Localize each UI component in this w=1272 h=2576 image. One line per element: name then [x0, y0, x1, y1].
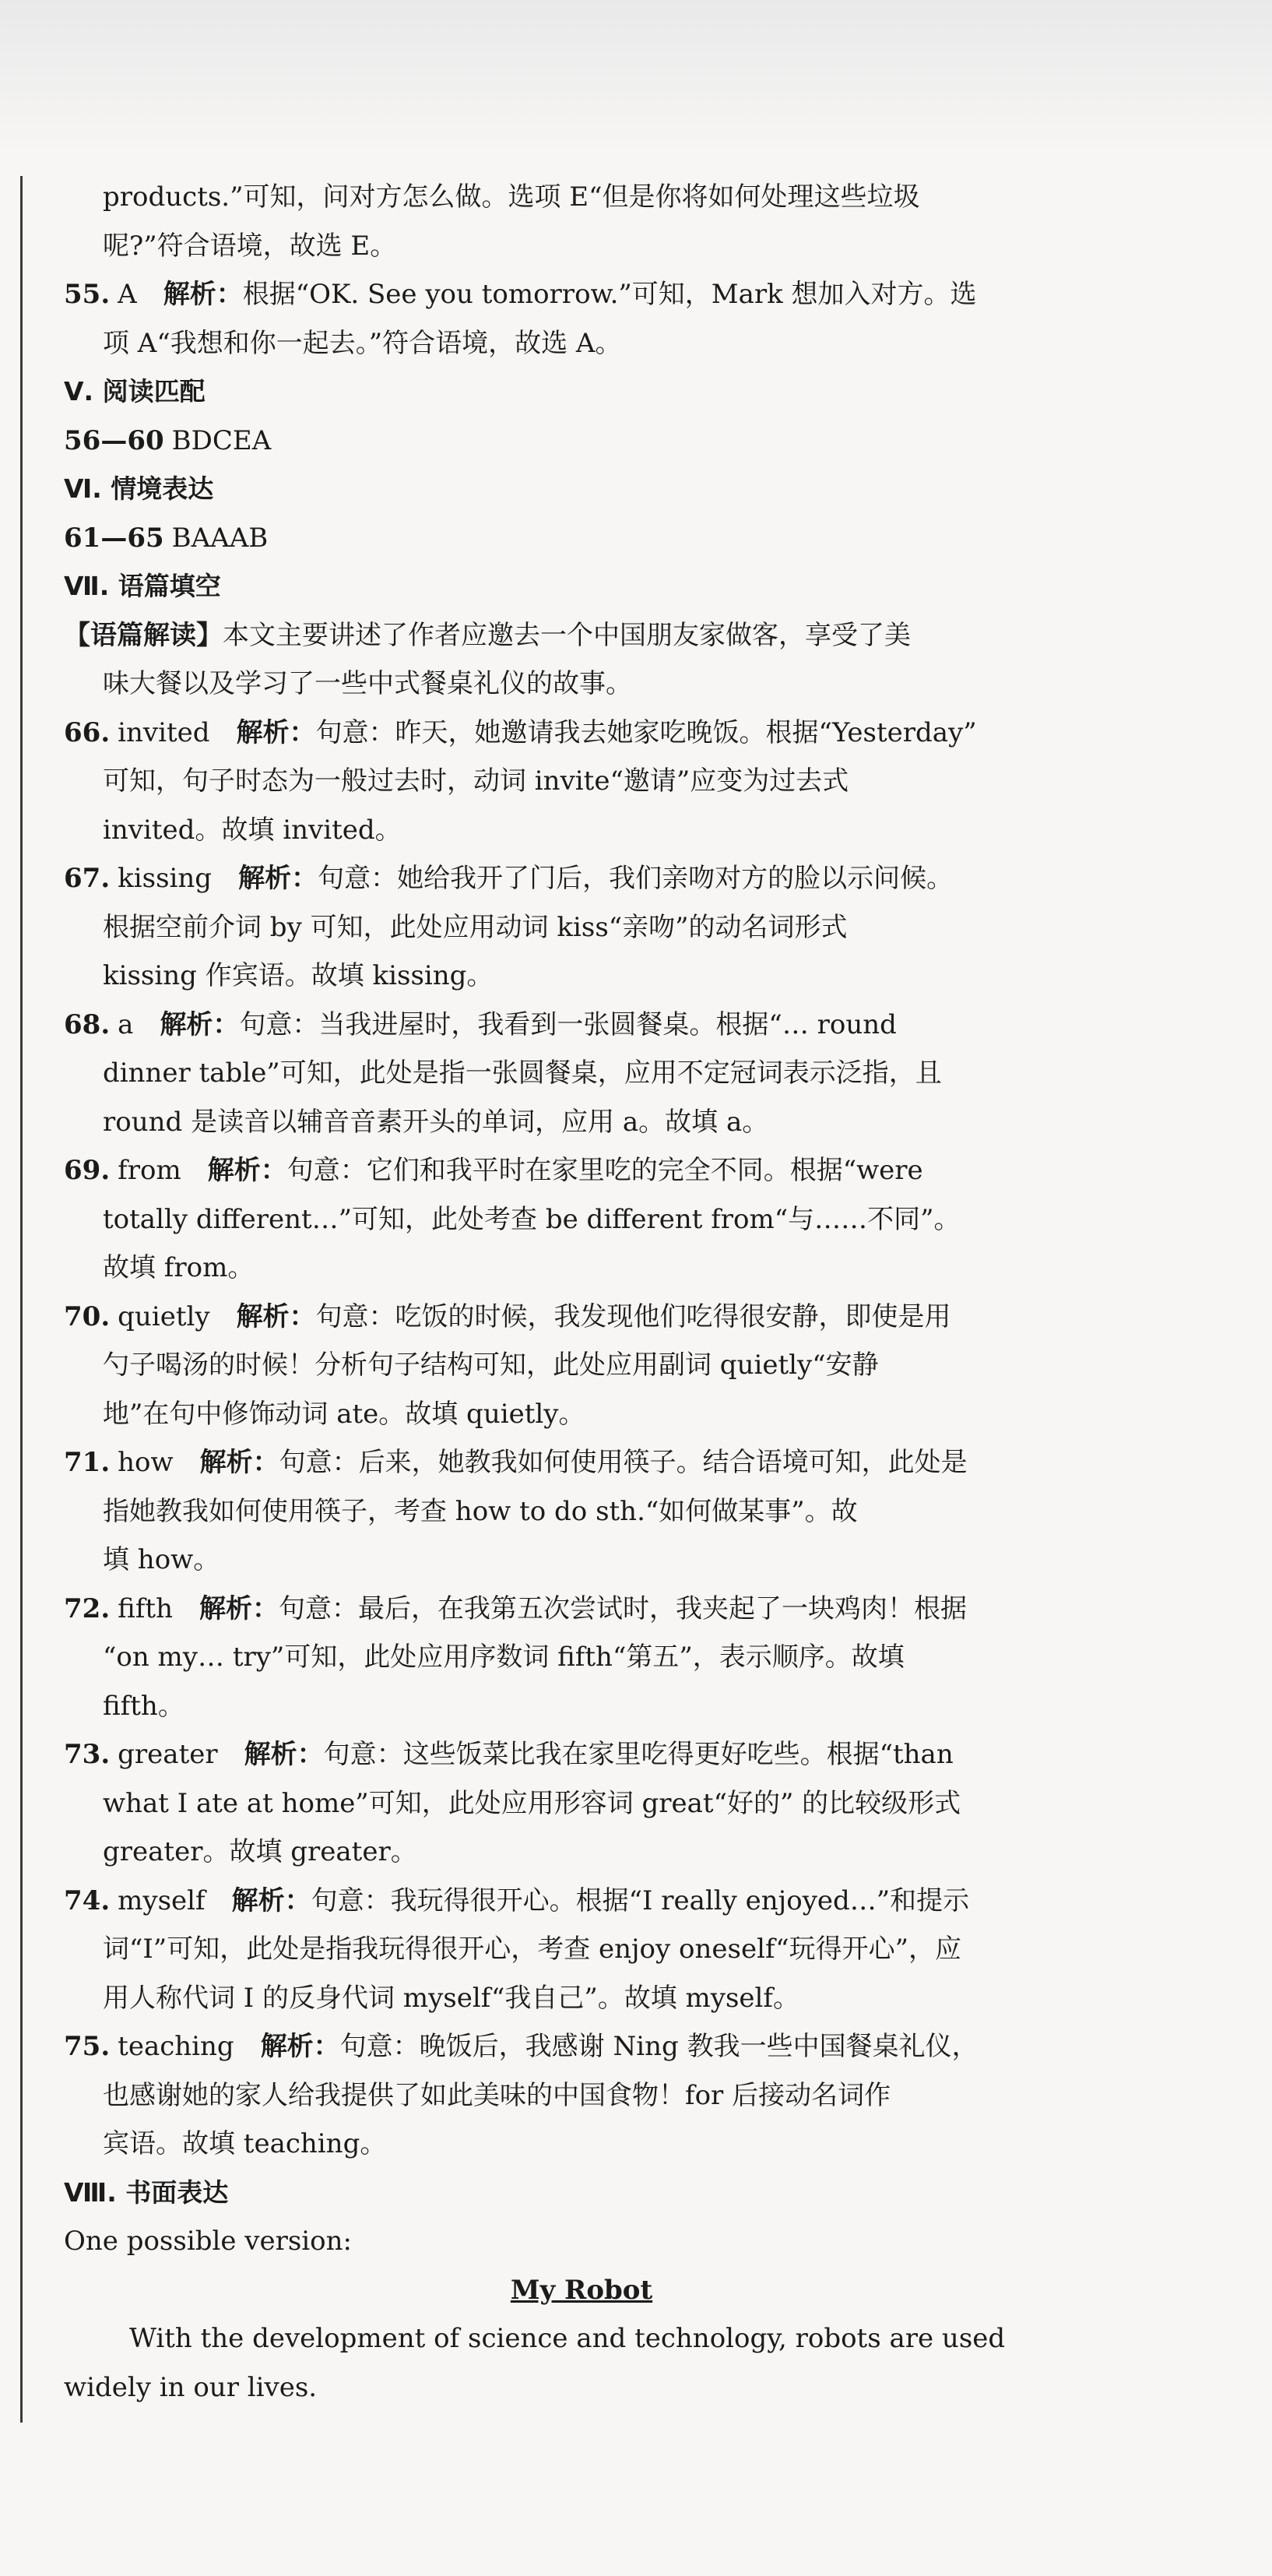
question-item	[64, 854, 1099, 903]
analysis-text: 句意：晚饭后，我感谢 Ning 教我一些中国餐桌礼仪，	[339, 2031, 979, 2062]
answer-group	[64, 417, 1099, 466]
analysis-label: 解析：	[260, 2031, 340, 2062]
section-heading: Ⅵ. 情境表达	[64, 473, 214, 504]
answer-group	[64, 514, 1099, 563]
question-number: 73.	[64, 1739, 111, 1770]
analysis-label: 解析：	[163, 279, 243, 310]
text-line: 味大餐以及学习了一些中式餐桌礼仪的故事。	[103, 668, 632, 699]
text-line: “on my… try”可知，此处应用序数词 fifth“第五”，表示顺序。故填	[103, 1642, 905, 1673]
analysis-label: 解析：	[236, 716, 316, 748]
analysis-label: 解析：	[199, 1592, 279, 1624]
text-line: 项 A“我想和你一起去。”符合语境，故选 A。	[103, 327, 622, 359]
analysis-label: 解析：	[236, 1300, 316, 1332]
analysis-text: 句意：它们和我平时在家里吃的完全不同。根据“were	[286, 1155, 923, 1186]
question-number: 69.	[64, 1155, 111, 1186]
question-number: 55.	[64, 279, 111, 310]
answer-key-content	[64, 173, 1099, 2412]
question-item	[64, 1877, 1099, 1926]
text-line: kissing 作宾语。故填 kissing。	[103, 960, 494, 991]
intro-label: 【语篇解读】	[64, 619, 223, 651]
question-range: 56—60	[64, 424, 164, 456]
question-item	[64, 1438, 1099, 1487]
analysis-label: 解析：	[199, 1447, 279, 1478]
analysis-text: 句意：昨天，她邀请我去她家吃晚饭。根据“Yesterday”	[315, 716, 977, 748]
text-line: 填 how。	[103, 1544, 220, 1575]
text-line: round 是读音以辅音音素开头的单词，应用 a。故填 a。	[103, 1106, 769, 1138]
answer-word: how	[118, 1447, 174, 1478]
question-number: 71.	[64, 1447, 111, 1478]
question-range: 61—65	[64, 522, 164, 554]
analysis-text: 句意：最后，在我第五次尝试时，我夹起了一块鸡肉！根据	[278, 1592, 967, 1624]
analysis-text: 句意：我玩得很开心。根据“I really enjoyed…”和提示	[311, 1884, 970, 1916]
essay-title: My Robot	[510, 2274, 653, 2306]
answer-word: greater	[118, 1739, 218, 1770]
text-line: 地”在句中修饰动词 ate。故填 quietly。	[103, 1398, 585, 1430]
answer-word: teaching	[118, 2031, 234, 2062]
passage-intro	[64, 611, 1099, 660]
text-line: 故填 from。	[103, 1252, 255, 1283]
analysis-text: 句意：后来，她教我如何使用筷子。结合语境可知，此处是	[279, 1447, 968, 1478]
answer-word: kissing	[118, 863, 213, 894]
question-number: 75.	[64, 2031, 111, 2062]
section-heading: Ⅶ. 语篇填空	[64, 571, 221, 601]
text-line: fifth。	[103, 1690, 184, 1722]
margin-rule	[20, 176, 23, 2423]
page-top-shadow	[0, 0, 1272, 156]
answer-word: fifth	[118, 1592, 173, 1624]
text-line: 根据空前介词 by 可知，此处应用动词 kiss“亲吻”的动名词形式	[103, 911, 848, 943]
section-heading: Ⅴ. 阅读匹配	[64, 376, 206, 406]
text-line: invited。故填 invited。	[103, 814, 402, 846]
analysis-text: 句意：她给我开了门后，我们亲吻对方的脸以示问候。	[318, 863, 954, 894]
text-line: 指她教我如何使用筷子，考查 how to do sth.“如何做某事”。故	[103, 1495, 858, 1527]
text-line: 用人称代词 I 的反身代词 myself“我自己”。故填 myself。	[103, 1982, 800, 2014]
analysis-text: 句意：这些饭菜比我在家里吃得更好吃些。根据“than	[323, 1739, 954, 1770]
answer-letters: BDCEA	[171, 424, 272, 456]
question-number: 66.	[64, 716, 111, 748]
analysis-text: 句意：当我进屋时，我看到一张圆餐桌。根据“… round	[239, 1008, 897, 1040]
analysis-label: 解析：	[244, 1739, 324, 1770]
text-line: totally different…”可知，此处考查 be different from“与……不同”。	[103, 1203, 961, 1235]
question-item	[64, 1730, 1099, 1779]
text-line: dinner table”可知，此处是指一张圆餐桌，应用不定冠词表示泛指，且	[103, 1057, 942, 1089]
question-item	[64, 1001, 1099, 1050]
question-item	[64, 709, 1099, 758]
intro-text: 本文主要讲述了作者应邀去一个中国朋友家做客，享受了美	[223, 619, 911, 651]
answer-letters: BAAAB	[171, 522, 269, 554]
text-line: products.”可知，问对方怎么做。选项 E“但是你将如何处理这些垃圾	[103, 181, 920, 213]
text-line: greater。故填 greater。	[103, 1836, 417, 1867]
question-number: 74.	[64, 1884, 111, 1916]
question-item	[64, 270, 1099, 319]
section-heading: Ⅷ. 书面表达	[64, 2177, 229, 2208]
text-line: One possible version:	[64, 2226, 352, 2257]
question-number: 68.	[64, 1008, 111, 1040]
analysis-text: 句意：吃饭的时候，我发现他们吃得很安静，即使是用	[315, 1300, 951, 1332]
answer-word: A	[118, 279, 137, 310]
analysis-label: 解析：	[238, 863, 318, 894]
answer-word: from	[118, 1155, 181, 1186]
question-number: 72.	[64, 1592, 111, 1624]
text-line: widely in our lives.	[64, 2371, 318, 2403]
answer-word: a	[118, 1008, 134, 1040]
question-item	[64, 1585, 1099, 1634]
answer-word: myself	[118, 1884, 206, 1916]
answer-word: invited	[118, 716, 210, 748]
text-line: 也感谢她的家人给我提供了如此美味的中国食物！for 后接动名词作	[103, 2079, 891, 2111]
analysis-text: 根据“OK. See you tomorrow.”可知，Mark 想加入对方。选	[242, 279, 977, 310]
analysis-label: 解析：	[231, 1884, 311, 1916]
text-line: 可知，句子时态为一般过去时，动词 invite“邀请”应变为过去式	[103, 765, 849, 797]
question-number: 67.	[64, 863, 111, 894]
question-item	[64, 2022, 1099, 2071]
text-line: 词“I”可知，此处是指我玩得很开心，考查 enjoy oneself“玩得开心”，应	[103, 1934, 961, 1965]
essay-paragraph: With the development of science and technology, robots are used	[129, 2323, 1006, 2354]
analysis-label: 解析：	[207, 1155, 287, 1186]
answer-word: quietly	[118, 1300, 210, 1332]
text-line: what I ate at home”可知，此处应用形容词 great“好的” 的比较级形式	[103, 1787, 961, 1819]
text-line: 宾语。故填 teaching。	[103, 2128, 387, 2159]
question-item	[64, 1293, 1099, 1342]
text-line: 勺子喝汤的时候！分析句子结构可知，此处应用副词 quietly“安静	[103, 1350, 879, 1381]
question-item	[64, 1146, 1099, 1195]
text-line: 呢?”符合语境，故选 E。	[103, 230, 397, 262]
analysis-label: 解析：	[160, 1008, 240, 1040]
question-number: 70.	[64, 1300, 111, 1332]
